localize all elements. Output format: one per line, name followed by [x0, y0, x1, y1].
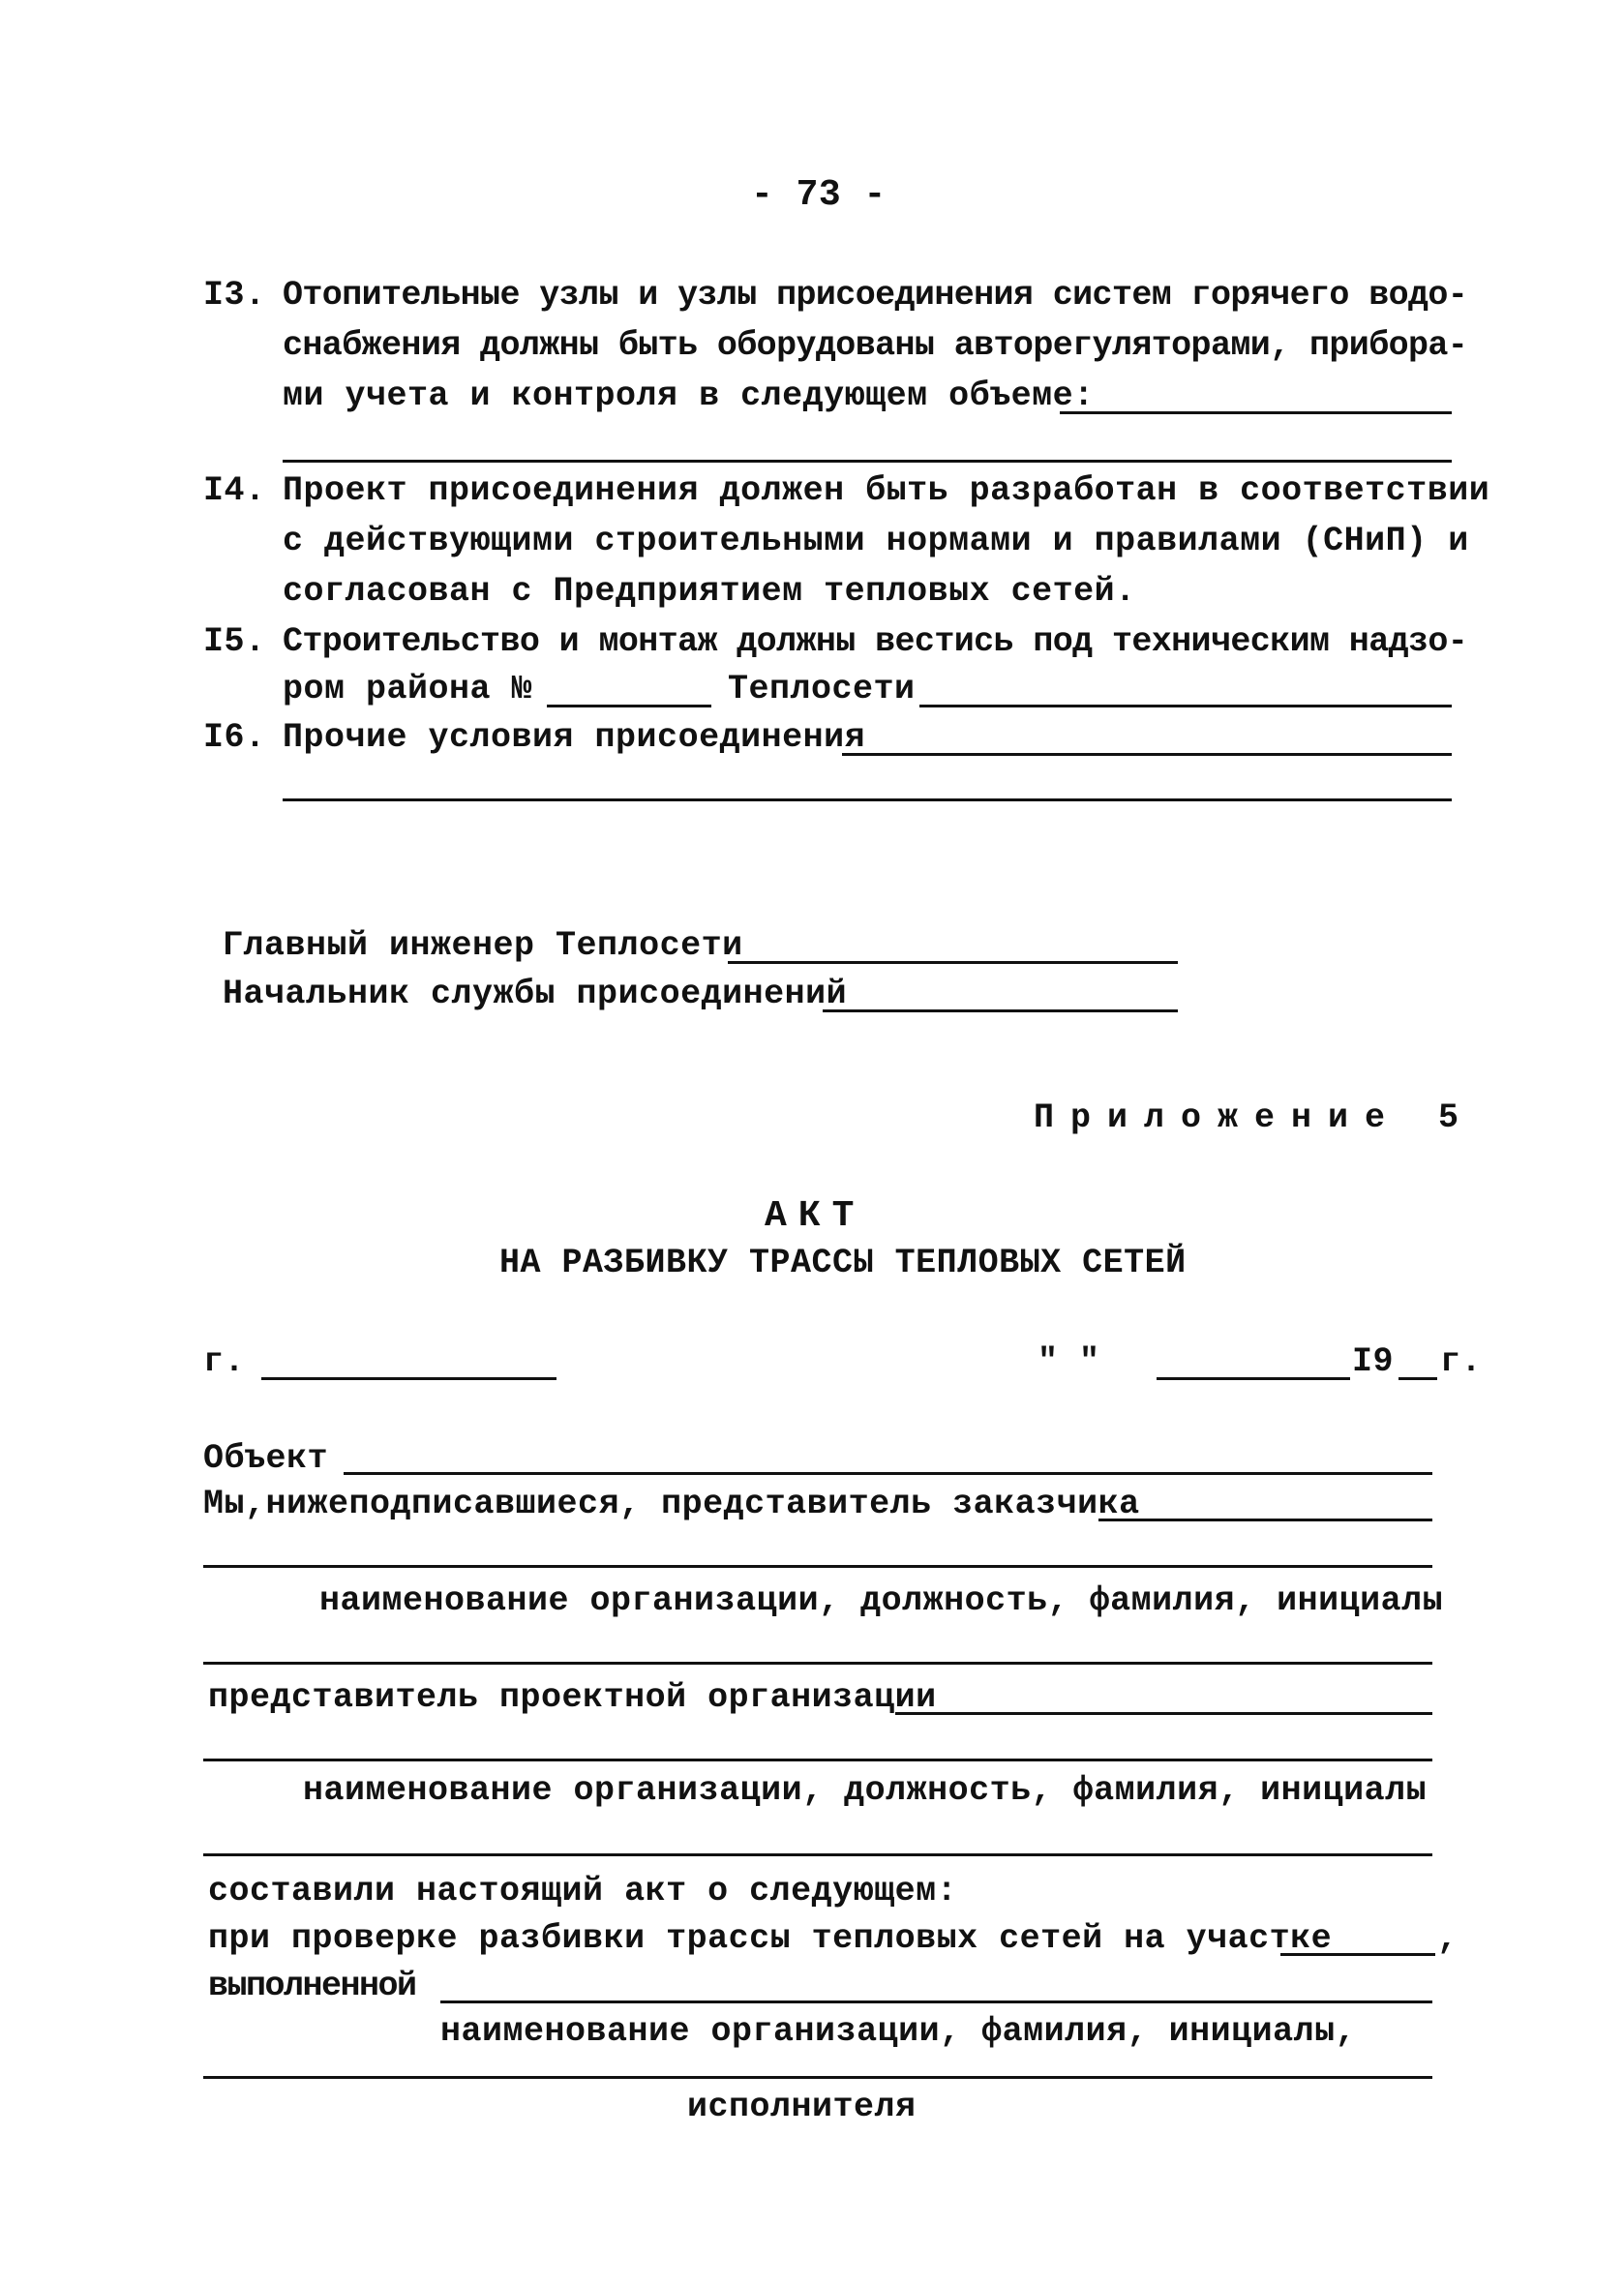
item-13-blank-1 — [1060, 411, 1452, 414]
item-16-number: I6. — [203, 718, 266, 757]
chief-engineer-signature-line — [728, 961, 1178, 964]
composed-label: составили настоящий акт о следующем: — [208, 1872, 958, 1910]
city-prefix: г. — [203, 1342, 246, 1381]
item-16-blank-1 — [842, 753, 1452, 756]
city-blank — [261, 1377, 556, 1380]
performed-label: выполненной — [208, 1967, 416, 2005]
performer-caption: наименование организации, фамилия, инициалы, — [440, 2012, 1357, 2051]
item-13-line-3: ми учета и контроля в следующем объеме: — [283, 376, 1095, 415]
item-16-blank-2 — [283, 798, 1452, 801]
item-14-line-3: согласован с Предприятием тепловых сетей. — [283, 572, 1136, 611]
customer-rep-label: Мы,нижеподписавшиеся, представитель заказчика — [203, 1485, 1140, 1523]
item-13-blank-2 — [283, 460, 1452, 463]
customer-rep-blank-3 — [203, 1662, 1432, 1665]
design-rep-blank-1 — [895, 1712, 1432, 1715]
item-15-network-blank — [919, 705, 1452, 707]
design-rep-blank-3 — [203, 1853, 1432, 1856]
item-15-number: I5. — [203, 622, 266, 661]
act-subtitle: НА РАЗБИВКУ ТРАССЫ ТЕПЛОВЫХ СЕТЕЙ — [499, 1244, 1187, 1282]
year-blank — [1398, 1377, 1437, 1380]
date-blank — [1157, 1377, 1350, 1380]
head-of-service-label: Начальник службы присоединений — [223, 975, 848, 1013]
item-13-line-1: Отопительные узлы и узлы присоединения систем горячего водо- — [283, 276, 1468, 315]
check-line-label: при проверке разбивки трассы тепловых сетей на участке — [208, 1919, 1333, 1958]
item-15-district-blank — [547, 705, 711, 707]
year-prefix: I9 — [1352, 1342, 1395, 1381]
design-rep-caption: наименование организации, должность, фамилия, инициалы — [303, 1771, 1428, 1810]
customer-rep-blank-1 — [1098, 1519, 1432, 1521]
item-15-heating-network: Теплосети — [728, 670, 916, 708]
item-13-line-2: снабжения должны быть оборудованы авторегуляторами, прибора- — [283, 326, 1468, 365]
item-15-line-1: Строительство и монтаж должны вестись под техническим надзо- — [283, 622, 1468, 661]
design-rep-label: представитель проектной организации — [208, 1678, 937, 1717]
appendix-label: Приложение 5 — [1034, 1098, 1476, 1137]
executor-caption: исполнителя — [687, 2088, 917, 2126]
item-16-line-1: Прочие условия присоединения — [283, 718, 866, 757]
customer-rep-blank-2 — [203, 1565, 1432, 1568]
chief-engineer-label: Главный инженер Теплосети — [223, 926, 743, 965]
item-13-number: I3. — [203, 276, 266, 315]
date-quotes: " " — [1038, 1342, 1100, 1381]
customer-rep-caption: наименование организации, должность, фамилия, инициалы — [319, 1581, 1444, 1620]
object-blank — [344, 1472, 1432, 1475]
design-rep-blank-2 — [203, 1759, 1432, 1761]
object-label: Объект — [203, 1439, 329, 1478]
item-14-line-2: с действующими строительными нормами и правилами (СНиП) и — [283, 522, 1469, 560]
item-14-line-1: Проект присоединения должен быть разработан в соответствии — [283, 471, 1490, 510]
check-line-comma: , — [1437, 1919, 1459, 1958]
item-15-line-2: ром района № — [283, 670, 533, 708]
item-14-number: I4. — [203, 471, 266, 510]
performer-blank — [203, 2076, 1432, 2079]
head-of-service-signature-line — [823, 1009, 1178, 1012]
section-blank — [1280, 1953, 1435, 1956]
page-number: - 73 - — [751, 174, 887, 216]
act-title: АКТ — [765, 1195, 866, 1237]
performed-blank — [440, 2000, 1432, 2003]
year-suffix: г. — [1440, 1342, 1483, 1381]
